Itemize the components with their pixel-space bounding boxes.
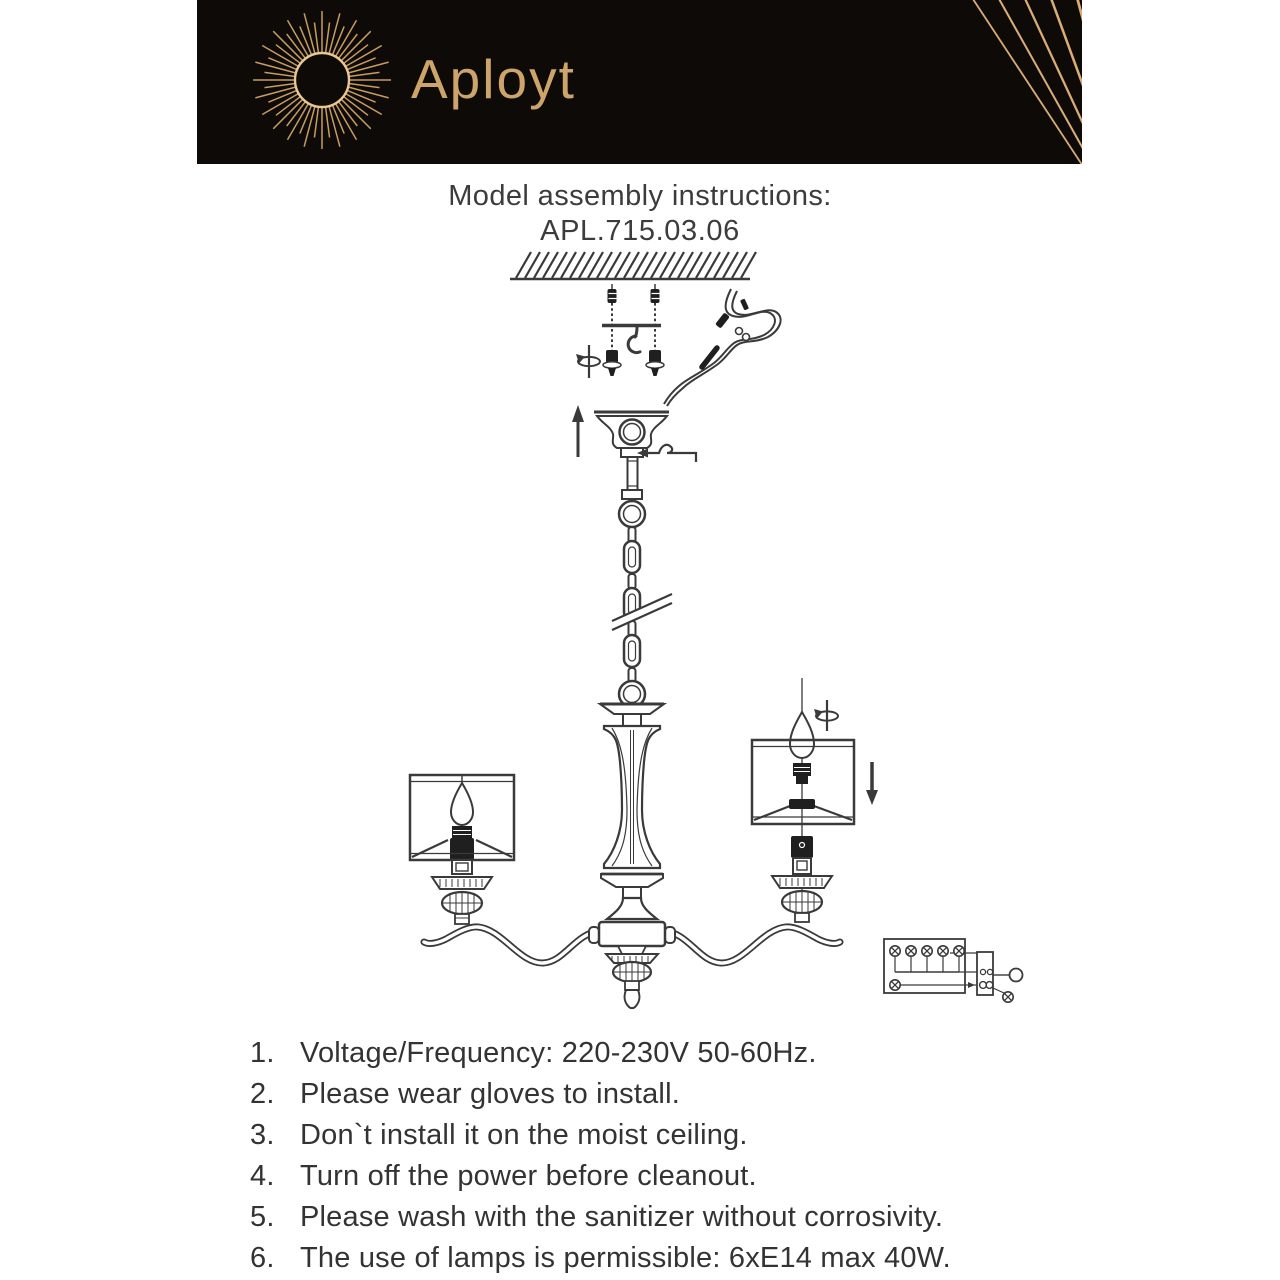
item-number: 3.	[250, 1119, 275, 1151]
item-text: Please wear gloves to install.	[300, 1078, 680, 1110]
brand-logo-text: Aployt	[411, 48, 576, 110]
rotate-bulb-symbol	[814, 700, 838, 731]
list-item	[250, 1033, 1060, 1074]
item-number: 1.	[250, 1037, 275, 1069]
item-number: 6.	[250, 1242, 275, 1274]
ceiling-hatch	[510, 252, 756, 279]
item-text: Please wash with the sanitizer without corrosivity.	[300, 1201, 944, 1233]
right-lampshade	[752, 678, 878, 922]
lamp-socket	[450, 838, 474, 860]
wiring-schematic	[884, 939, 1023, 1002]
rotate-screw-symbol	[576, 345, 600, 378]
canopy	[594, 412, 669, 457]
item-number: 2.	[250, 1078, 275, 1110]
page-title: Model assembly instructions:	[448, 180, 832, 212]
list-item	[250, 1074, 1060, 1115]
power-wires	[664, 289, 781, 406]
item-number: 5.	[250, 1201, 275, 1233]
model-number: APL.715.03.06	[540, 215, 740, 247]
item-text: Don`t install it on the moist ceiling.	[300, 1119, 748, 1151]
hang-chain	[612, 457, 672, 707]
list-item	[250, 1156, 1060, 1197]
list-item	[250, 1197, 1060, 1238]
anchor-screw	[603, 284, 664, 376]
item-number: 4.	[250, 1160, 275, 1192]
down-arrow-icon	[866, 762, 878, 805]
candle-bulb	[451, 783, 473, 825]
chain-break-symbol	[612, 594, 672, 630]
instruction-list	[250, 1033, 1060, 1279]
list-item	[250, 1238, 1060, 1279]
item-text: Voltage/Frequency: 220-230V 50-60Hz.	[300, 1037, 817, 1069]
item-text: The use of lamps is permissible: 6xE14 max 40W.	[300, 1242, 951, 1274]
ceiling-hook-icon	[628, 327, 640, 353]
candle-bulb	[790, 712, 814, 758]
lift-arrow-icon	[572, 405, 584, 457]
list-item	[250, 1115, 1060, 1156]
item-text: Turn off the power before cleanout.	[300, 1160, 757, 1192]
